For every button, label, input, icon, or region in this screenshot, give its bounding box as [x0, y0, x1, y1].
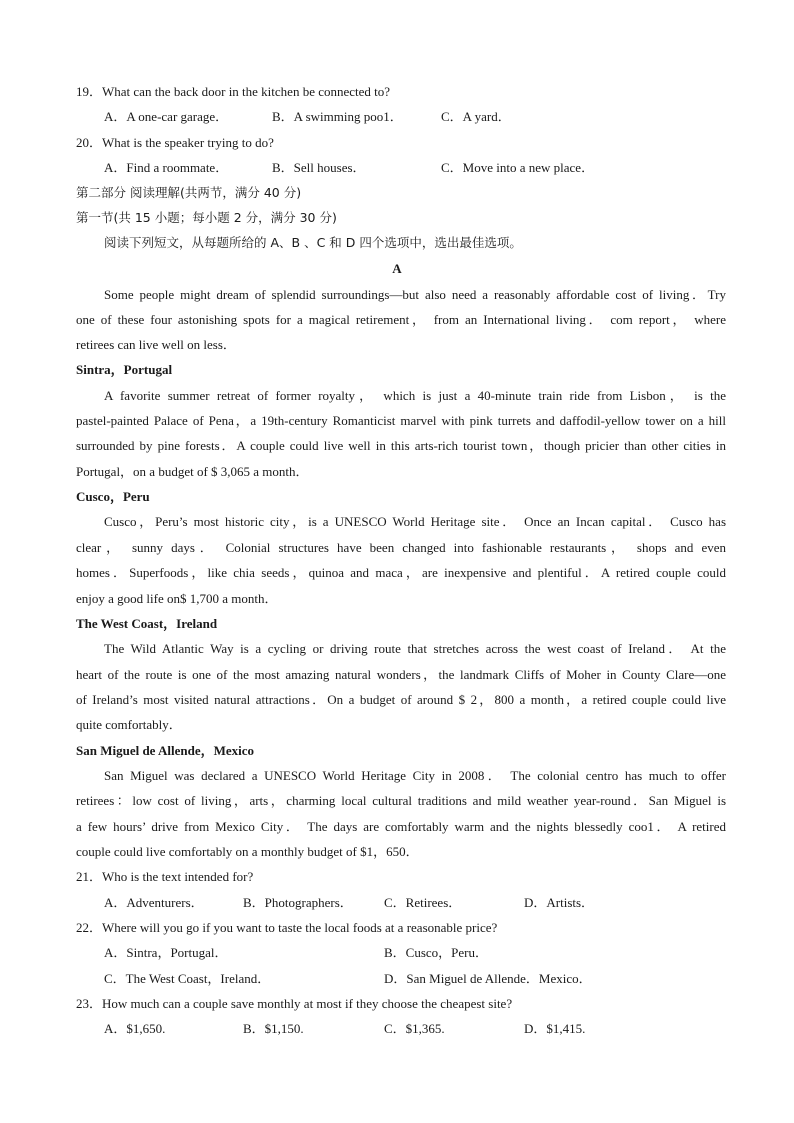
- paragraph-line: Cusco，Peru’s most historic city，is a UNESCO World Heritage site． Once an Incan capital． Cusco has: [104, 514, 726, 529]
- paragraph-line: The Wild Atlantic Way is a cycling or driving route that stretches across the west coast of Ireland． At the: [104, 641, 726, 656]
- option-d: D．San Miguel de Allende．Mexico．: [384, 971, 592, 986]
- paragraph-line: San Miguel was declared a UNESCO World Heritage City in 2008． The colonial centro has much to offer: [104, 768, 726, 783]
- paragraph-line: of Ireland’s most visited natural attractions．On a budget of around $ 2，800 a month，a retired couple could live: [76, 692, 726, 707]
- paragraph-line: surrounded by pine forests．A couple could live well in this arts-rich tourist town，though pricier than other cities in: [76, 438, 726, 453]
- instruction-text: 阅读下列短文，从每题所给的 A、B 、C 和 D 四个选项中，选出最佳选项。: [104, 235, 522, 250]
- option-a: A．$1,650.: [104, 1021, 166, 1036]
- passage-label: A: [392, 261, 402, 276]
- option-a: A．Sintra，Portugal．: [104, 945, 228, 960]
- paragraph-line: heart of the route is one of the most amazing natural wonders，the landmark Cliffs of Moher in County Clare—one: [76, 667, 726, 682]
- paragraph-line: retirees：low cost of living，arts，charming local cultural traditions and mild weather year-round．San Miguel is: [76, 793, 726, 808]
- paragraph-line: homes．Superfoods，like chia seeds，quinoa and maca，are inexpensive and plentiful．A retired couple could: [76, 565, 726, 580]
- option-c: C．The West Coast，Ireland．: [104, 971, 271, 986]
- section-subtitle: 第一节(共 15 小题；每小题 2 分，满分 30 分): [76, 210, 337, 225]
- option-c: C．Move into a new place．: [441, 160, 595, 175]
- paragraph-line: Some people might dream of splendid surroundings—but also need a reasonably affordable cost of living．Try: [104, 287, 726, 302]
- place-heading: Sintra，Portugal: [76, 362, 173, 377]
- option-b: B．$1,150.: [243, 1021, 304, 1036]
- place-heading: San Miguel de Allende，Mexico: [76, 743, 255, 758]
- paragraph-line: retirees can live well on less．: [76, 337, 236, 352]
- place-heading: Cusco，Peru: [76, 489, 150, 504]
- paragraph-line: enjoy a good life on$ 1,700 a month．: [76, 591, 278, 606]
- question-stem: 23．How much can a couple save monthly at most if they choose the cheapest site?: [76, 996, 513, 1011]
- option-a: A．Find a roommate．: [104, 160, 229, 175]
- option-b: B．Photographers．: [243, 895, 353, 910]
- question-stem: 20．What is the speaker trying to do?: [76, 135, 274, 150]
- paragraph-line: couple could live comfortably on a monthly budget of $1，650．: [76, 844, 419, 859]
- paragraph-line: one of these four astonishing spots for a magical retirement， from an International living． com report， where: [76, 312, 726, 327]
- option-d: D．Artists．: [524, 895, 595, 910]
- paragraph-line: pastel-painted Palace of Pena，a 19th-century Romanticist marvel with pink turrets and daffodil-yellow tower on a hill: [76, 413, 726, 428]
- option-a: A．A one-car garage．: [104, 109, 229, 124]
- part-title: 第二部分 阅读理解(共两节，满分 40 分): [76, 185, 302, 200]
- option-c: C．Retirees．: [384, 895, 462, 910]
- paragraph-line: quite comfortably．: [76, 717, 182, 732]
- question-stem: 22．Where will you go if you want to taste the local foods at a reasonable price?: [76, 920, 498, 935]
- option-c: C．$1,365.: [384, 1021, 445, 1036]
- paragraph-line: a few hours’ drive from Mexico City． The days are comfortably warm and the nights blessedly coo1． A retired: [76, 819, 726, 834]
- option-b: B．Cusco，Peru．: [384, 945, 489, 960]
- question-stem: 21．Who is the text intended for?: [76, 869, 254, 884]
- paragraph-line: Portugal，on a budget of $ 3,065 a month．: [76, 464, 309, 479]
- option-b: B．Sell houses．: [272, 160, 366, 175]
- paragraph-line: A favorite summer retreat of former royalty， which is just a 40-minute train ride from Lisbon， is the: [104, 388, 726, 403]
- option-a: A．Adventurers．: [104, 895, 204, 910]
- option-b: B．A swimming poo1．: [272, 109, 403, 124]
- option-c: C．A yard．: [441, 109, 511, 124]
- paragraph-line: clear， sunny days． Colonial structures have been changed into fashionable restaurants， shops and even: [76, 540, 726, 555]
- place-heading: The West Coast，Ireland: [76, 616, 218, 631]
- question-stem: 19．What can the back door in the kitchen be connected to?: [76, 84, 391, 99]
- option-d: D．$1,415.: [524, 1021, 586, 1036]
